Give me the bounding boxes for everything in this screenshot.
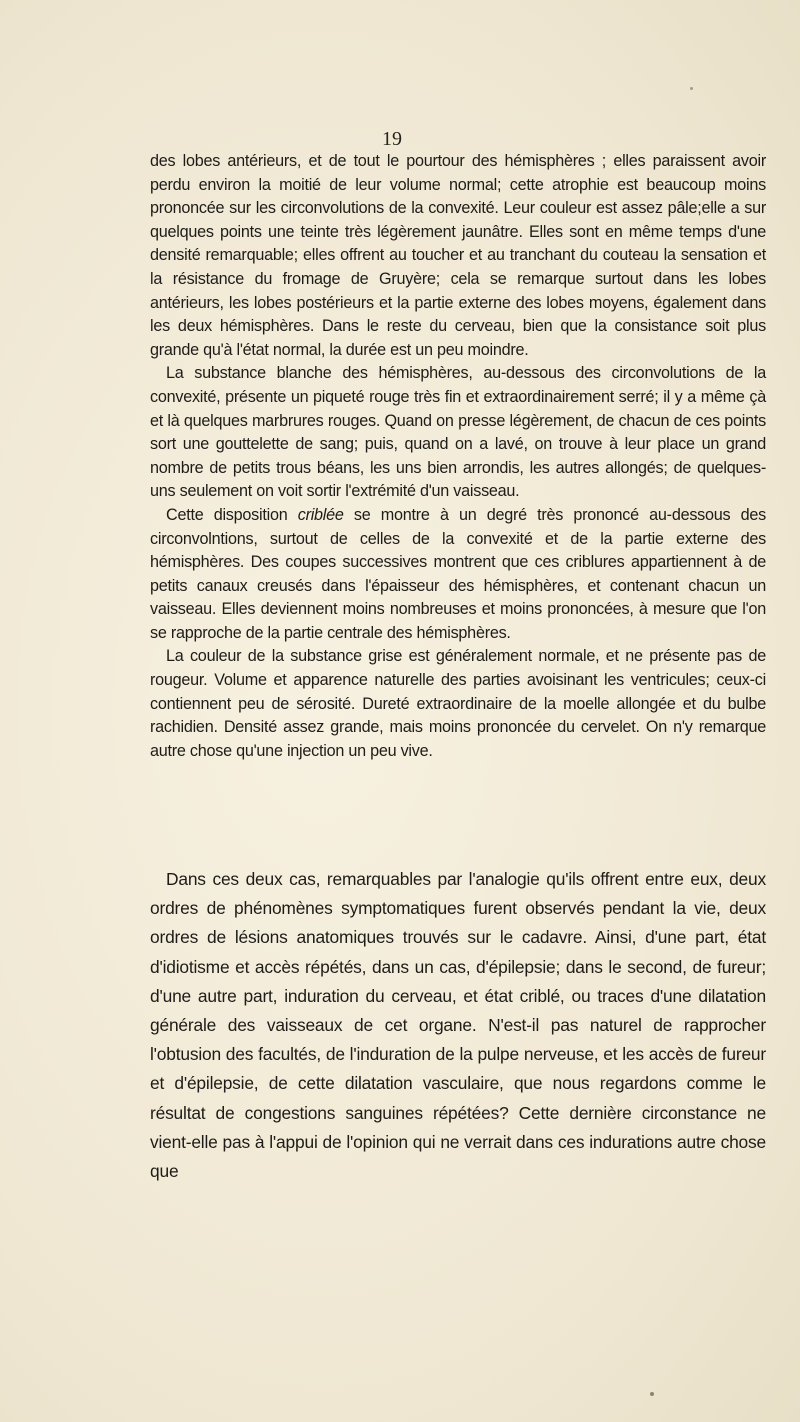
paragraph-5: Dans ces deux cas, remarquables par l'analogie qu'ils offrent entre eux, deux ordres de phénomènes symptomatiques furent observés pendant la vie, deux ordres de lésions anatomiques trouvés sur le cadavre. Ainsi, d'une part, état d'idiotisme et accès répétés, dans un cas, d'épilepsie; dans le second, de fureur; d'une autre part, induration du cerveau, et état criblé, ou traces d'une dilatation générale des vaisseaux de cet organe. N'est-il pas naturel de rapprocher l'obtusion des facultés, de l'induration de la pulpe nerveuse, et les accès de fureur et d'épilepsie, de cette dilatation vasculaire, que nous regardons comme le résultat de congestions sanguines répétées? Cette dernière circonstance ne vient-elle pas à l'appui de l'opinion qui ne verrait dans ces indurations autre chose que	[150, 869, 766, 1182]
paper-speck	[690, 87, 693, 90]
paragraph-3-text-after: se montre à un degré très prononcé au-dessous des circonvolntions, surtout de celles de la convexité et de la partie externe des hémisphères. Des coupes successives montrent que ces criblures appartiennent à de petits canaux creusés dans l'épaisseur des hémisphères, et contenant chacun un vaisseau. Elles deviennent moins nombreuses et moins prononcées, à mesure que l'on se rapproche de la partie centrale des hémisphères.	[150, 505, 766, 642]
paragraph-4: La couleur de la substance grise est généralement normale, et ne présente pas de rougeur. Volume et apparence naturelle des parties avoisinant les ventricules; ceux-ci contiennent peu de sérosité. Dureté extraordinaire de la moelle allongée et du bulbe rachidien. Densité assez grande, mais moins prononcée du cervelet. On n'y remarque autre chose qu'une injection un peu vive.	[150, 647, 766, 760]
paragraph-3-emphasis: criblée	[297, 505, 344, 524]
small-print-block	[150, 150, 766, 763]
paper-speck	[650, 1392, 654, 1396]
large-print-block	[150, 865, 766, 1186]
paragraph-3	[150, 504, 766, 646]
paragraph-3-text-before: Cette disposition	[166, 505, 298, 524]
page-number: 19	[382, 128, 402, 150]
paragraph-1: des lobes antérieurs, et de tout le pourtour des hémisphères ; elles paraissent avoir perdu environ la moitié de leur volume normal; cette atrophie est beaucoup moins prononcée sur les circonvolutions de la convexité. Leur couleur est assez pâle;elle a sur quelques points une teinte très légèrement jaunâtre. Elles sont en même temps d'une densité remarquable; elles offrent au toucher et au tranchant du couteau la sensation et la résistance du fromage de Gruyère; cela se remarque surtout dans les lobes antérieurs, les lobes postérieurs et la partie externe des lobes moyens, également dans les deux hémisphères. Dans le reste du cerveau, bien que la consistance soit plus grande qu'à l'état normal, la durée est un peu moindre.	[150, 152, 766, 359]
paragraph-2: La substance blanche des hémisphères, au-dessous des circonvolutions de la convexité, présente un piqueté rouge très fin et extraordinairement serré; il y a même çà et là quelques marbrures rouges. Quand on presse légèrement, de chacun de ces points sort une gouttelette de sang; puis, quand on a lavé, on trouve à leur place un grand nombre de petits trous béans, les uns bien arrondis, les autres allongés; de quelques-uns seulement on voit sortir l'extrémité d'un vaisseau.	[150, 364, 766, 501]
